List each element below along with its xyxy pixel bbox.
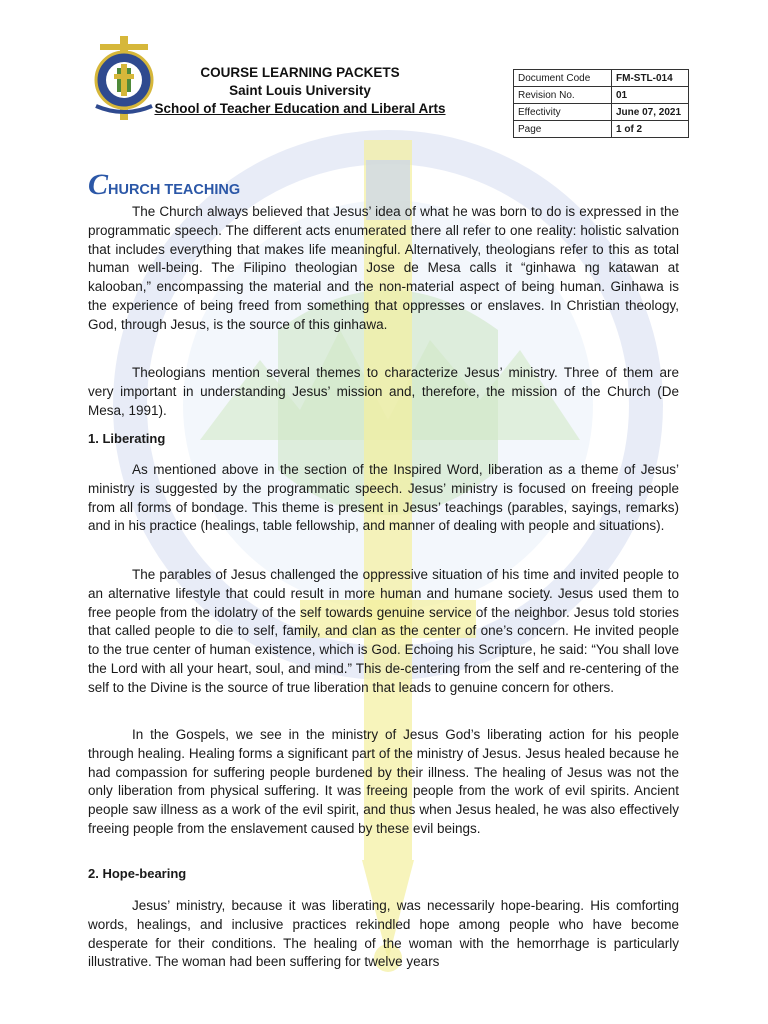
subheading-hope-bearing: 2. Hope-bearing [88, 866, 187, 881]
revision-value: 01 [612, 87, 689, 104]
packet-header [150, 64, 450, 118]
table-row [514, 70, 689, 87]
table-row [514, 104, 689, 121]
section-title [88, 168, 240, 202]
doc-code-label: Document Code [514, 70, 612, 87]
paragraph: Jesus’ ministry, because it was liberating, was necessarily hope-bearing. His comforting words, healings, and inclusive practices rekindled hope among people who have become desperate for their conditions. The healing of the woman with the hemorrhage is particularly illustrative. The woman had been suffering for twelve years [88, 898, 679, 970]
header-title: COURSE LEARNING PACKETS [200, 65, 400, 80]
page-label: Page [514, 121, 612, 138]
doc-code-value: FM-STL-014 [612, 70, 689, 87]
revision-label: Revision No. [514, 87, 612, 104]
section-title-text: HURCH TEACHING [108, 182, 241, 198]
paragraph: The parables of Jesus challenged the oppressive situation of his time and invited people to an alternative lifestyle that could result in more human and humane society. Jesus used them to free people from the idolatry of the self towards genuine service of the neighbor. Jesus told stories that called people to die to self, family, and clan as the center of one’s concern. He invited people to the true center of human existence, which is God. Echoing his Scripture, he said: “You shall love the Lord with all your heart, soul, and mind.” This de-centering from the self and re-centering of the self to the Divine is the source of true liberation that leads to genuine concern for others. [88, 567, 679, 695]
document-info-table [513, 69, 689, 138]
subheading-liberating: 1. Liberating [88, 431, 166, 446]
effectivity-value: June 07, 2021 [612, 104, 689, 121]
paragraph: The Church always believed that Jesus’ idea of what he was born to do is expressed in the programmatic speech. The different acts enumerated there all refer to one reality: holistic salvation that includes everything that makes life meaningful. Alternatively, theologians refer to this as total human well-being. The Filipino theologian Jose de Mesa calls it “ginhawa ng katawan at kalooban,” encompassing the material and the non-material aspect of being human. Ginhawa is the experience of being freed from something that oppresses or enslaves. In Christian theology, God, through Jesus, is the source of this ginhawa. [88, 204, 679, 332]
page-value: 1 of 2 [612, 121, 689, 138]
paragraph: As mentioned above in the section of the Inspired Word, liberation as a theme of Jesus’ ministry is suggested by the programmatic speech. Jesus’ ministry is focused on freeing people from all forms of bondage. This theme is present in Jesus’ teachings (parables, sayings, remarks) and in his practice (healings, table fellowship, and manner of dealing with people and situations). [88, 462, 679, 534]
header-university: Saint Louis University [229, 83, 371, 98]
header-school: School of Teacher Education and Liberal Arts [154, 101, 446, 116]
section-title-dropcap: C [88, 168, 109, 201]
table-row [514, 121, 689, 138]
paragraph: Theologians mention several themes to characterize Jesus’ ministry. Three of them are very important in understanding Jesus’ mission and, therefore, the mission of the Church (De Mesa, 1991). [88, 365, 679, 418]
paragraph: In the Gospels, we see in the ministry of Jesus God’s liberating action for his people through healing. Healing forms a significant part of the ministry of Jesus. Jesus healed because he had compassion for suffering people burdened by their illness. The healing of Jesus was not the only liberation from physical suffering. It was freeing people from the work of evil spirits. Ancient people saw illness as a work of the evil spirit, and thus when Jesus healed, he was also effectively freeing people from the enslavement caused by these evil beings. [88, 727, 679, 836]
table-row [514, 87, 689, 104]
effectivity-label: Effectivity [514, 104, 612, 121]
